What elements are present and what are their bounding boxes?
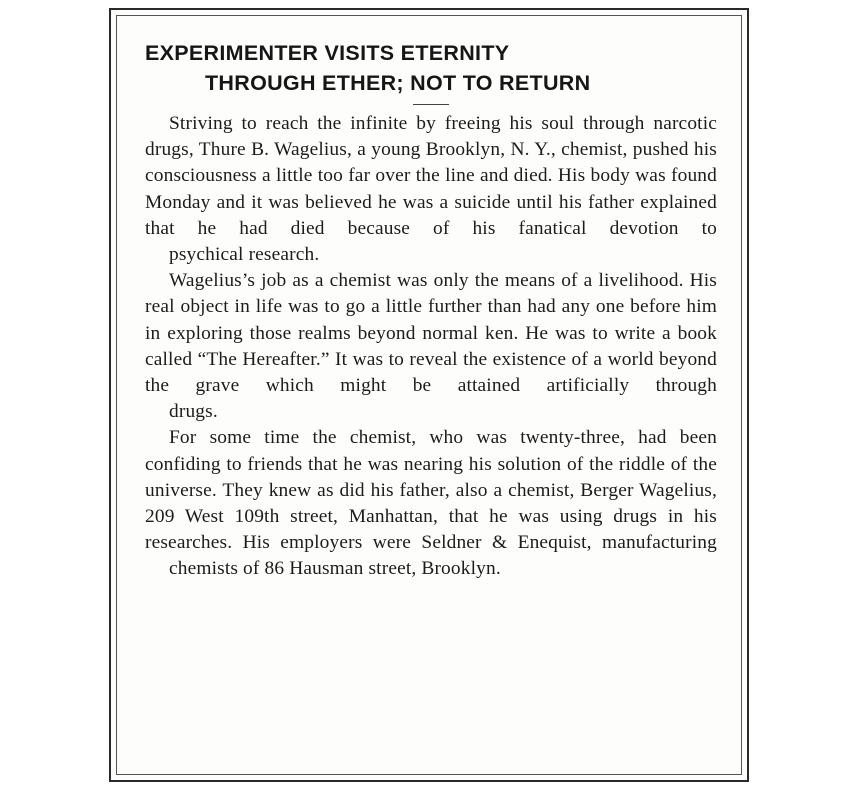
headline-line-2: THROUGH ETHER; NOT TO RETURN	[205, 71, 591, 95]
paragraph-1-last-line: psychical research.	[169, 244, 320, 266]
headline-line-1: EXPERIMENTER VISITS ETERNITY	[145, 41, 510, 65]
paragraph-2-body: Wagelius’s job as a chemist was only the means of a livelihood. His real object in life was to go a little further than had any one before him in exploring those realms beyond normal ken. He was to write a book called “The Hereafter.” It was to reveal the existence of a world beyond the grave which might be attained artificially through	[145, 270, 717, 397]
paragraph-2-last-line: drugs.	[169, 401, 218, 423]
paragraph-3-last-line: chemists of 86 Hausman street, Brooklyn.	[169, 558, 501, 580]
headline-divider	[413, 104, 449, 105]
headline	[145, 38, 717, 98]
article-paragraph-1	[145, 111, 717, 268]
paragraph-3-body: For some time the chemist, who was twenty-three, had been confiding to friends that he was nearing his solution of the riddle of the universe. They knew as did his father, also a chemist, Berger Wagelius, 209 West 109th street, Manhattan, that he was using drugs in his researches. His employers were Seldner & Enequist, manufacturing	[145, 427, 717, 554]
article-paragraph-3	[145, 425, 717, 582]
article	[145, 38, 717, 583]
newspaper-clipping	[109, 8, 749, 782]
paragraph-1-body: Striving to reach the infinite by freeing his soul through narcotic drugs, Thure B. Wagelius, a young Brooklyn, N. Y., chemist, pushed his consciousness a little too far over the line and died. His body was found Monday and it was believed he was a suicide until his father explained that he had died because of his fanatical devotion to	[145, 113, 717, 239]
article-paragraph-2	[145, 268, 717, 425]
